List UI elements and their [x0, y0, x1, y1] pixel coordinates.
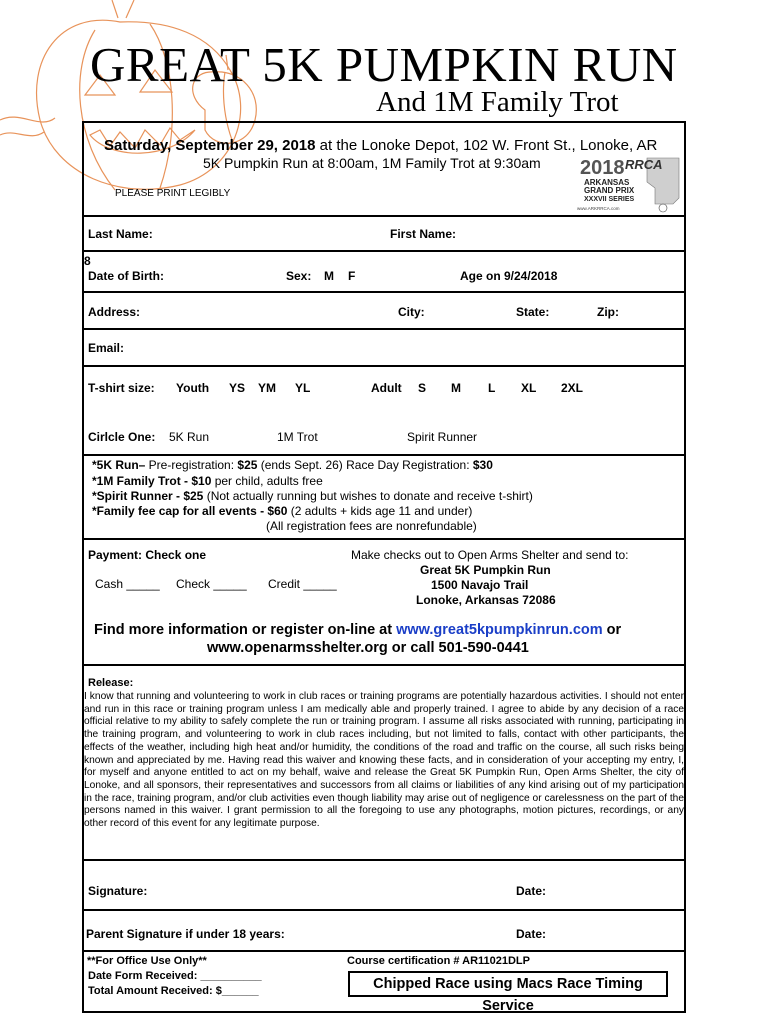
last-name-label: Last Name: — [88, 227, 153, 241]
fee-nonrefundable-note: (All registration fees are nonrefundable) — [266, 519, 477, 533]
mail-address-line2: 1500 Navajo Trail — [431, 578, 529, 592]
event-option-spirit[interactable]: Spirit Runner — [407, 430, 478, 444]
page-title: GREAT 5K PUMPKIN RUN — [90, 37, 678, 92]
office-date-received: Date Form Received: __________ — [88, 970, 262, 982]
release-waiver-text: I know that running and volunteering to work in club races or training programs are potentially hazardous activities. I should not enter and run in this race or training program unless I am medically able and properly trained. I agree to abide by any decision of a race official relative to my ability to safely complete the run or training program. I assume all risks associated with running, participating in the training program, and volunteering to work in club races including, but not limited to falls, contact with other participants, the effects of the weather, including high heat and/or humidity, the conditions of the road and traffic on the course, all such risks being known and appreciated by me. Having read this waiver and knowing these facts, and in consideration of your accepting my entry, I, for myself and anyone entitled to act on my behalf, waive and release the Great 5K Pumpkin Run, Open Arms Shelter, the city of Lonoke, and all sponsors, their representatives and successors from all claims or liabilities of any kind arising out of my participation in the race, training program, and/or club activities even though liability may arise out of negligence or carelessness on the part of the persons named in this waiver. I grant permission to all the foregoing to use any photographs, motion pictures, recordings, or any other record of this event for any legitimate purpose. — [84, 691, 684, 830]
event-date: Saturday, September 29, 2018 — [104, 137, 316, 154]
stray-mark: 8 — [84, 254, 91, 268]
tshirt-label: T-shirt size: — [88, 381, 155, 395]
fee-spirit-title: *Spirit Runner - $25 — [92, 489, 204, 503]
mail-address-line3: Lonoke, Arkansas 72086 — [416, 593, 556, 607]
fee-line-5k — [92, 458, 493, 472]
badge-line2: GRAND PRIX — [584, 186, 635, 195]
badge-year: 2018 — [580, 157, 625, 179]
fee-5k-title: *5K Run– — [92, 458, 146, 472]
tshirt-adult-label: Adult — [371, 381, 402, 395]
info-line1-pre: Find more information or register on-line at — [94, 622, 397, 638]
fee-5k-race-day-price: $30 — [472, 458, 493, 472]
course-certification: Course certification # AR11021DLP — [347, 955, 530, 967]
fee-family-rest: (2 adults + kids age 11 and under) — [287, 504, 473, 518]
rule — [82, 328, 686, 330]
payment-check[interactable]: Check _____ — [176, 577, 247, 591]
payment-label: Payment: Check one — [88, 548, 207, 562]
address-label: Address: — [88, 305, 141, 319]
badge-line3: XXXVII SERIES — [584, 196, 635, 203]
fee-1m-title: *1M Family Trot - $10 — [92, 474, 212, 488]
print-legibly-note: PLEASE PRINT LEGIBLY — [115, 188, 231, 199]
tshirt-option-yl[interactable]: YL — [295, 381, 311, 395]
payment-credit[interactable]: Credit _____ — [268, 577, 337, 591]
tshirt-option-m[interactable]: M — [451, 381, 461, 395]
page-subtitle: And 1M Family Trot — [376, 86, 619, 118]
tshirt-option-s[interactable]: S — [418, 381, 427, 395]
circle-one-label: Cirlcle One: — [88, 430, 156, 444]
tshirt-option-ys[interactable]: YS — [229, 381, 246, 395]
website-link[interactable]: www.great5kpumpkinrun.com — [396, 622, 603, 638]
sex-label: Sex: — [286, 269, 312, 283]
rule — [82, 909, 686, 911]
rule — [82, 365, 686, 367]
rule — [82, 250, 686, 252]
rule — [82, 291, 686, 293]
payment-send-to: Make checks out to Open Arms Shelter and send to: — [351, 548, 629, 562]
fee-line-1m — [92, 474, 323, 488]
tshirt-youth-label: Youth — [176, 381, 210, 395]
fee-1m-rest: per child, adults free — [211, 474, 323, 488]
rrca-grand-prix-badge — [575, 152, 681, 214]
fee-5k-pre: Pre-registration: — [145, 458, 238, 472]
tshirt-option-2xl[interactable]: 2XL — [561, 381, 584, 395]
event-option-5k[interactable]: 5K Run — [169, 430, 210, 444]
fee-spirit-rest: (Not actually running but wishes to donate and receive t-shirt) — [203, 489, 533, 503]
parent-signature-label: Parent Signature if under 18 years: — [86, 927, 285, 941]
chipped-race-banner: Chipped Race using Macs Race Timing Service — [348, 971, 668, 997]
fee-line-family — [92, 504, 472, 518]
signature-date-label: Date: — [516, 884, 547, 898]
event-location: at the Lonoke Depot, 102 W. Front St., Lonoke, AR — [315, 137, 658, 154]
first-name-label: First Name: — [390, 227, 457, 241]
zip-label: Zip: — [597, 305, 619, 319]
event-option-1m[interactable]: 1M Trot — [277, 430, 318, 444]
badge-org: RRCA — [625, 157, 663, 172]
dob-label: Date of Birth: — [88, 269, 164, 283]
info-line2: www.openarmsshelter.org or call 501-590-0441 — [207, 640, 529, 656]
email-label: Email: — [88, 341, 125, 355]
rule — [82, 859, 686, 861]
fee-family-title: *Family fee cap for all events - $60 — [92, 504, 288, 518]
fee-line-spirit — [92, 489, 533, 503]
mail-address-line1: Great 5K Pumpkin Run — [420, 563, 551, 577]
rule — [82, 215, 686, 217]
sex-option-m[interactable]: M — [324, 269, 334, 283]
age-label: Age on 9/24/2018 — [460, 269, 558, 283]
rule — [82, 454, 686, 456]
badge-url: www.ARKRRCA.com — [577, 206, 620, 211]
signature-label: Signature: — [88, 884, 148, 898]
tshirt-option-xl[interactable]: XL — [521, 381, 537, 395]
fee-5k-race-day: (ends Sept. 26) Race Day Registration: — [257, 458, 473, 472]
office-use-title: **For Office Use Only** — [87, 955, 207, 967]
badge-line1: ARKANSAS — [584, 178, 630, 187]
sex-option-f[interactable]: F — [348, 269, 356, 283]
rule — [82, 538, 686, 540]
form-frame — [82, 121, 686, 1013]
state-label: State: — [516, 305, 550, 319]
rule — [82, 950, 686, 952]
rule — [82, 664, 686, 666]
parent-date-label: Date: — [516, 927, 547, 941]
office-amount-received: Total Amount Received: $______ — [88, 985, 259, 997]
event-times: 5K Pumpkin Run at 8:00am, 1M Family Trot at 9:30am — [203, 155, 541, 171]
city-label: City: — [398, 305, 425, 319]
info-line1 — [94, 622, 621, 638]
tshirt-option-l[interactable]: L — [488, 381, 496, 395]
payment-cash[interactable]: Cash _____ — [95, 577, 160, 591]
info-line1-post: or — [602, 622, 622, 638]
release-title: Release: — [88, 677, 134, 689]
tshirt-option-ym[interactable]: YM — [258, 381, 276, 395]
fee-5k-pre-price: $25 — [237, 458, 258, 472]
